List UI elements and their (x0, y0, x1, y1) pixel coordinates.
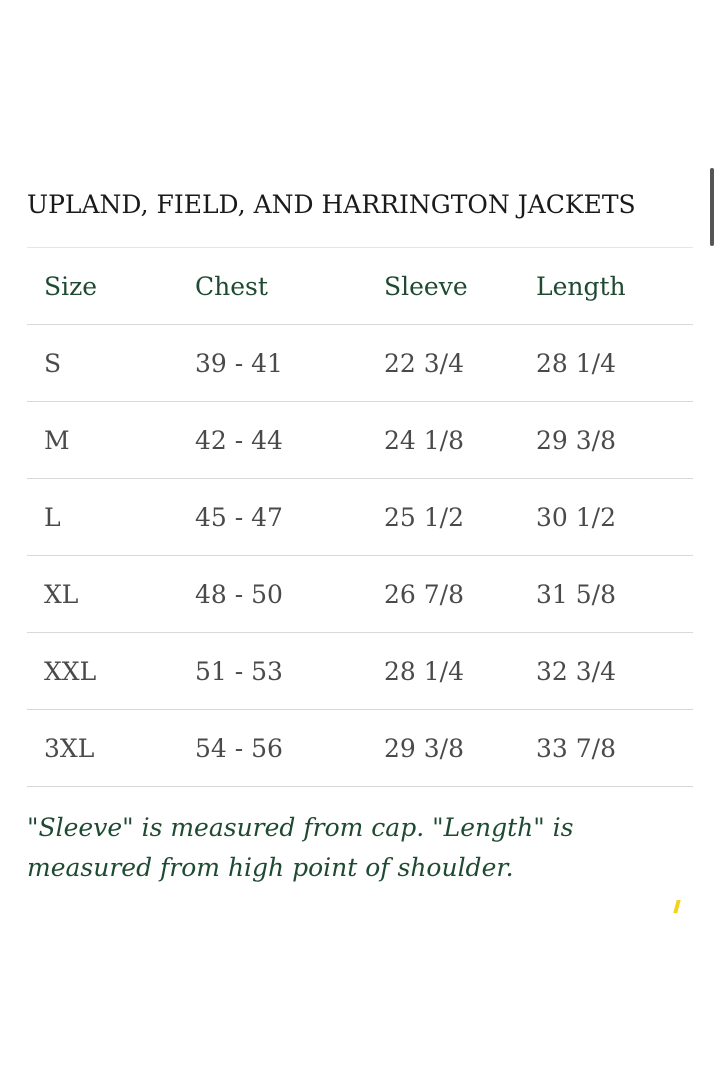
cell-size: XXL (44, 656, 97, 686)
cell-chest: 51 - 53 (195, 656, 283, 686)
cell-chest: 54 - 56 (195, 733, 283, 763)
cell-length: 31 5/8 (536, 579, 616, 609)
cell-sleeve: 22 3/4 (384, 348, 464, 378)
cell-sleeve: 28 1/4 (384, 656, 464, 686)
cell-length: 30 1/2 (536, 502, 616, 532)
size-chart-table (27, 247, 693, 787)
cell-chest: 48 - 50 (195, 579, 283, 609)
cell-chest: 45 - 47 (195, 502, 283, 532)
table-row (27, 556, 693, 633)
cell-length: 28 1/4 (536, 348, 616, 378)
accent-mark (673, 900, 680, 913)
cell-sleeve: 26 7/8 (384, 579, 464, 609)
cell-length: 29 3/8 (536, 425, 616, 455)
table-row (27, 325, 693, 402)
cell-chest: 39 - 41 (195, 348, 283, 378)
cell-size: XL (44, 579, 79, 609)
header-length: Length (536, 271, 626, 301)
table-row (27, 402, 693, 479)
cell-length: 33 7/8 (536, 733, 616, 763)
cell-chest: 42 - 44 (195, 425, 283, 455)
cell-sleeve: 25 1/2 (384, 502, 464, 532)
page-title: UPLAND, FIELD, AND HARRINGTON JACKETS (27, 190, 636, 219)
scrollbar-thumb[interactable] (710, 168, 714, 246)
cell-sleeve: 29 3/8 (384, 733, 464, 763)
table-header-row (27, 248, 693, 325)
header-chest: Chest (195, 271, 268, 301)
header-sleeve: Sleeve (384, 271, 468, 301)
cell-sleeve: 24 1/8 (384, 425, 464, 455)
cell-size: 3XL (44, 733, 95, 763)
table-row (27, 479, 693, 556)
cell-size: L (44, 502, 61, 532)
cell-size: M (44, 425, 70, 455)
table-row (27, 710, 693, 787)
cell-size: S (44, 348, 62, 378)
cell-length: 32 3/4 (536, 656, 616, 686)
measurement-note: "Sleeve" is measured from cap. "Length" is measured from high point of shoulder. (27, 813, 574, 882)
header-size: Size (44, 271, 98, 301)
table-row (27, 633, 693, 710)
